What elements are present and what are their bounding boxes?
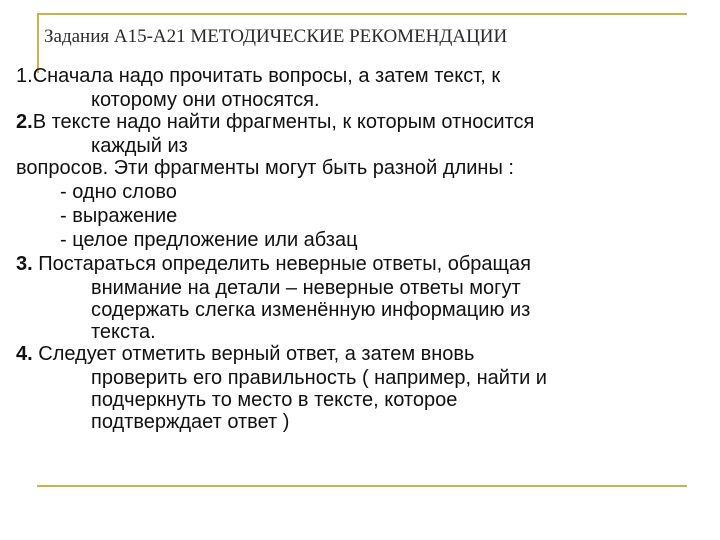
item-4-continuation-1: проверить его правильность ( например, найти и xyxy=(91,367,547,389)
list-item-1 xyxy=(16,64,696,110)
item-4-continuation-3: подтверждает ответ ) xyxy=(91,411,290,433)
item-2-line-3: вопросов. Эти фрагменты могут быть разной длины : xyxy=(16,157,514,179)
slide-body xyxy=(16,64,696,432)
item-2-first-line xyxy=(16,110,696,134)
slide-title: Задания А15-А21 МЕТОДИЧЕСКИЕ РЕКОМЕНДАЦИИ xyxy=(44,26,508,47)
frame-bottom-line xyxy=(37,485,687,487)
item-3-continuation-1: внимание на детали – неверные ответы могут xyxy=(91,277,521,299)
list-item-3 xyxy=(16,252,696,342)
item-2-number: 2. xyxy=(16,111,33,133)
item-2-continuation: каждый из xyxy=(91,135,188,157)
item-4-text: Следует отметить верный ответ, а затем вновь xyxy=(32,343,475,365)
item-2-sub-2: - выражение xyxy=(60,205,178,227)
item-3-continuation-2: содержать слегка изменённую информацию из xyxy=(91,299,531,321)
item-1-first-line xyxy=(16,64,696,88)
item-1-number: 1. xyxy=(16,65,33,87)
item-1-text: Сначала надо прочитать вопросы, а затем текст, к xyxy=(32,65,501,87)
item-4-number: 4. xyxy=(16,343,33,365)
item-4-continuation-2: подчеркнуть то место в тексте, которое xyxy=(91,389,458,411)
list-item-4 xyxy=(16,342,696,432)
item-4-first-line xyxy=(16,342,696,366)
item-2-sub-1: - одно слово xyxy=(60,181,177,203)
item-2-text: В тексте надо найти фрагменты, к которым относится xyxy=(32,111,535,133)
item-3-number: 3. xyxy=(16,253,33,275)
item-3-continuation-3: текста. xyxy=(91,321,156,343)
item-3-text: Постараться определить неверные ответы, обращая xyxy=(32,253,531,275)
item-2-sub-3: - целое предложение или абзац xyxy=(60,229,358,251)
item-1-continuation: которому они относятся. xyxy=(91,89,320,111)
list-item-2 xyxy=(16,110,696,252)
frame-top-line xyxy=(37,13,687,15)
item-3-first-line xyxy=(16,252,696,276)
